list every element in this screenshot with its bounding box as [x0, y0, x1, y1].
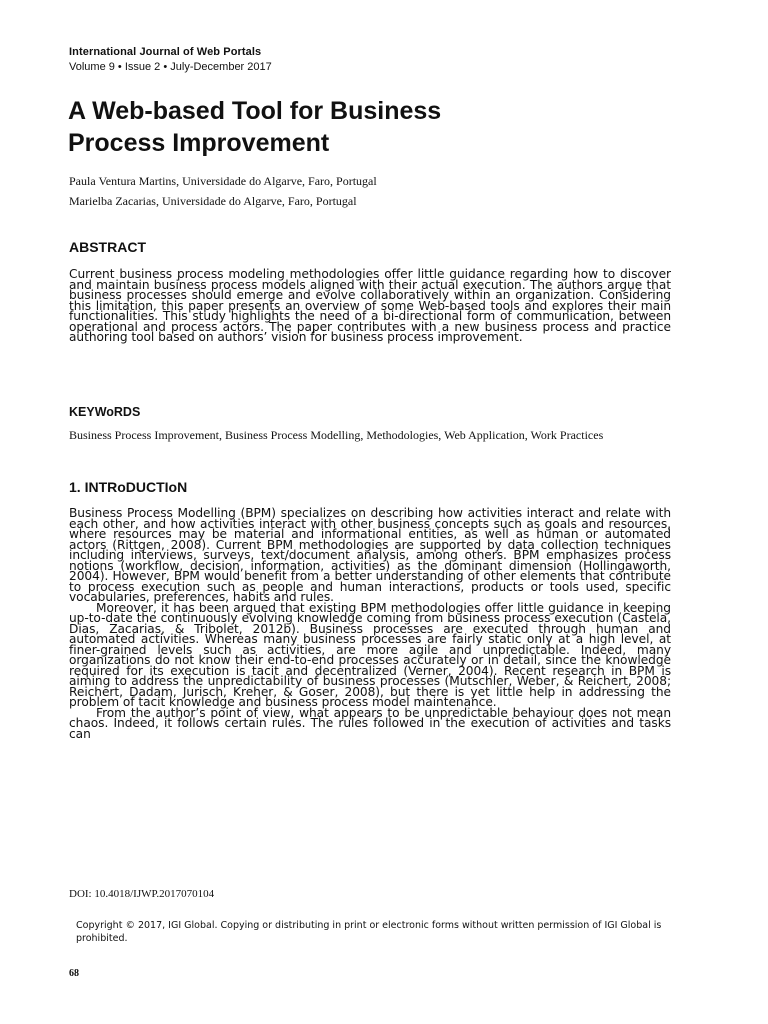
introduction-paragraph-2: Moreover, it has been argued that existing BPM methodologies offer little guidance in keeping up-to-date the continuously evolving knowledge coming from business process execution (Castela, Dias, Zacarias, & Tribolet, 2012b). Business processes are executed through human and automated activities. Whereas many business processes are fairly static only at a high level, at finer-grained levels such as activities, are more agile and unpredictable. Indeed, many organizations do not know their end-to-end processes accurately or in detail, since the knowledge required for its execution is tacit and decentralized (Verner, 2004). Recent research in BPM is aiming to address the unpredictability of business processes (Mutschler, Weber, & Reichert, 2008; Reichert, Dadam, Jurisch, Kreher, & Goser, 2008), but there is yet little help in addressing the problem of tacit knowledge and business process model maintenance. [69, 600, 671, 709]
introduction-paragraph-3: From the author’s point of view, what appears to be unpredictable behaviour does not mean chaos. Indeed, it follows certain rules. The rules followed in the execution of activities and tasks can [69, 705, 671, 741]
author-2: Marielba Zacarias, Universidade do Algarve, Faro, Portugal [69, 194, 357, 208]
abstract-text [69, 269, 671, 343]
keywords-heading: KEYWoRDS [69, 405, 141, 419]
article-title-line-1: A Web-based Tool for Business [68, 97, 442, 125]
abstract-paragraph: Current business process modeling methodologies offer little guidance regarding how to discover and maintain business process models aligned with their actual execution. The authors argue that business processes should emerge and evolve collaboratively within an organization. Considering this limitation, this paper presents an overview of some Web-based tools and explores their main functionalities. This study highlights the need of a bi-directional form of communication, between operational and process actors. The paper contributes with a new business process and practice authoring tool based on authors’ vision for business process improvement. [69, 267, 671, 344]
journal-name: International Journal of Web Portals [69, 46, 262, 58]
article-title-line-2: Process Improvement [68, 129, 330, 157]
introduction-heading: 1. INTRoDUCTIoN [69, 479, 188, 495]
keywords-text: Business Process Improvement, Business Process Modelling, Methodologies, Web Application, Work Practices [69, 428, 604, 442]
copyright-notice: Copyright © 2017, IGI Global. Copying or distributing in print or electronic forms without written permission of IGI Global is prohibited. [76, 920, 662, 944]
page-number: 68 [69, 968, 79, 979]
introduction-text [69, 508, 671, 739]
journal-issue: Volume 9 • Issue 2 • July-December 2017 [69, 61, 272, 73]
abstract-heading: ABSTRACT [69, 239, 146, 255]
introduction-paragraph-1: Business Process Modelling (BPM) specializes on describing how activities interact and relate with each other, and how activities interact with other business concepts such as goals and resources, where resources may be material and informational entities, as well as human or automated actors (Rittgen, 2008). Current BPM methodologies are supported by data collection techniques including interviews, surveys, text/document analysis, among others. BPM emphasizes process notions (workflow, decision, information, activities) as the dominant dimension (Hollingaworth, 2004). However, BPM would benefit from a better understanding of other elements that contribute to process execution such as people and human interactions, products or tools used, specific vocabularies, preferences, habits and rules. [69, 506, 671, 604]
author-1: Paula Ventura Martins, Universidade do Algarve, Faro, Portugal [69, 174, 377, 188]
article-title [68, 95, 708, 159]
doi: DOI: 10.4018/IJWP.2017070104 [69, 888, 215, 900]
